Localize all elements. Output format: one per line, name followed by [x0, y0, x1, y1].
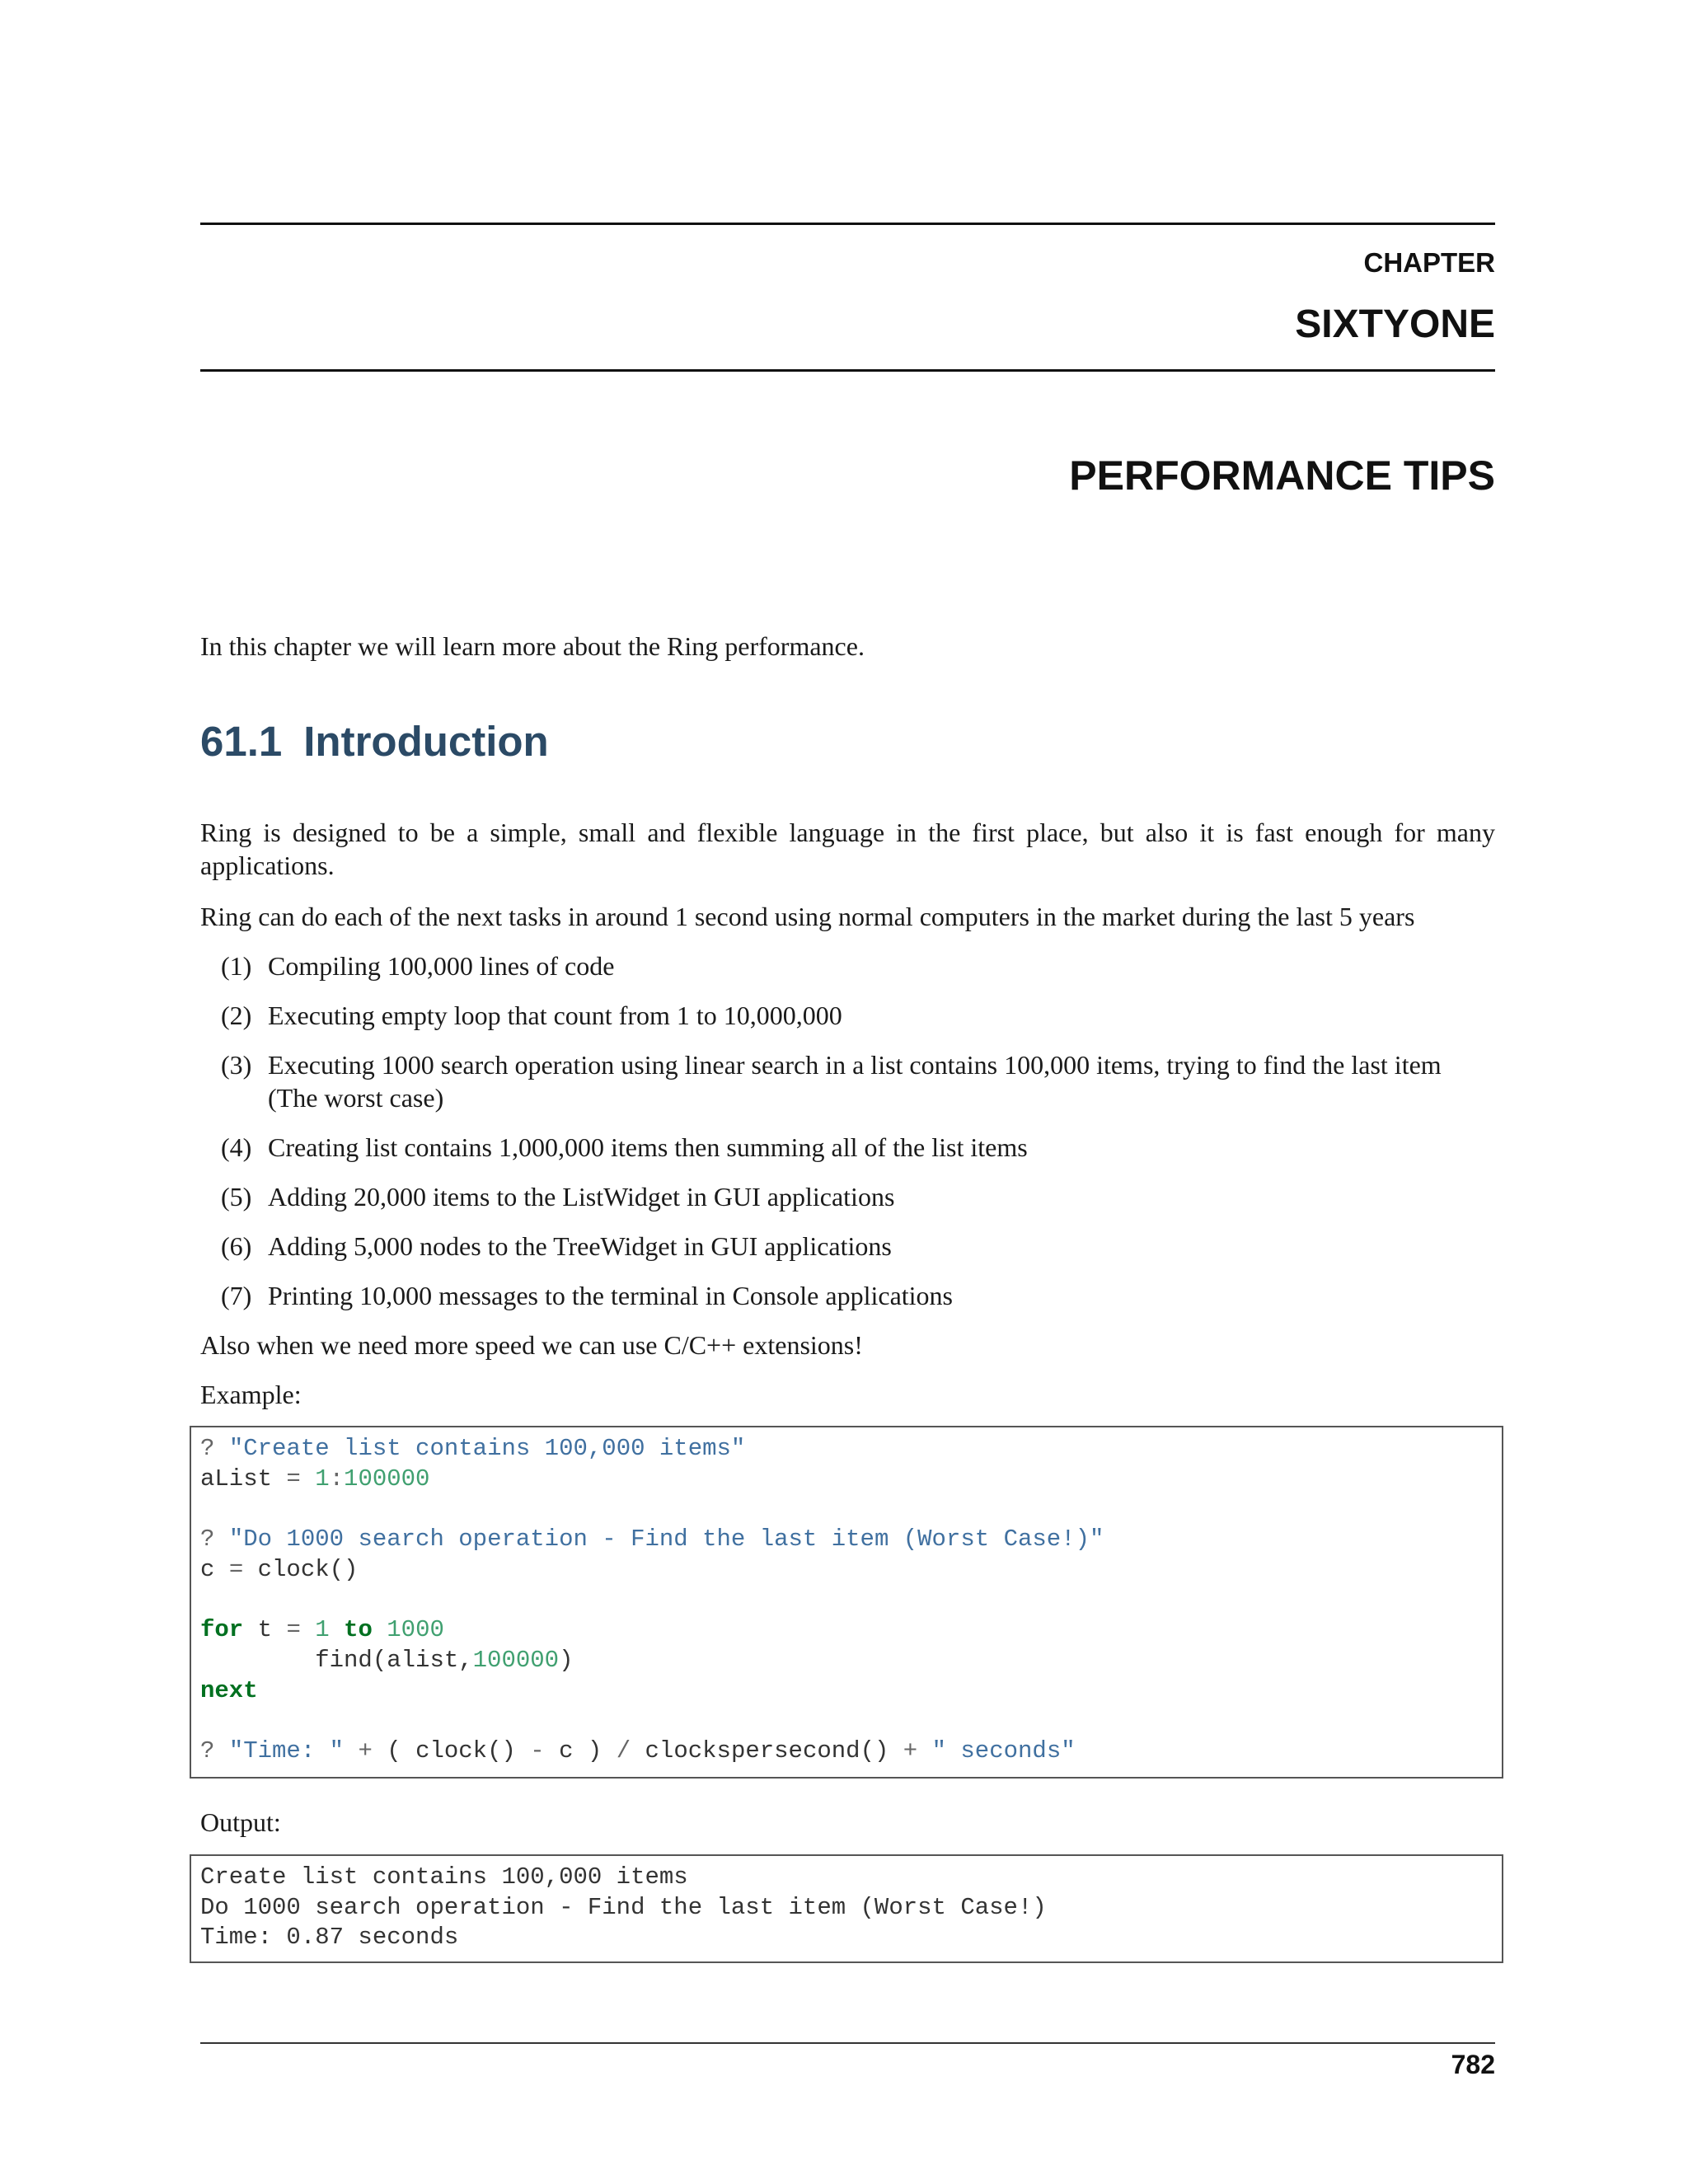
list-item-text: Compiling 100,000 lines of code [268, 951, 615, 981]
code-line [200, 1736, 1502, 1767]
chapter-bottom-rule [200, 369, 1495, 372]
code-keyword: for [200, 1616, 244, 1644]
code-string: "Do 1000 search operation - Find the last item (Worst Case!)" [228, 1526, 1104, 1554]
list-marker: (4) [221, 1132, 252, 1162]
code-number: 1 [315, 1616, 330, 1644]
code-line [200, 1525, 1502, 1555]
list-item-text: Adding 20,000 items to the ListWidget in GUI applications [268, 1182, 895, 1212]
list-item [221, 1131, 1495, 1164]
code-line [200, 1646, 1502, 1676]
code-operator: = [228, 1555, 244, 1583]
section-paragraph-1: Ring is designed to be a simple, small and flexible language in the first place, but also it is fast enough for many applications. [200, 818, 1495, 880]
code-token [330, 1616, 344, 1643]
code-token [301, 1616, 315, 1643]
output-code-block [190, 1854, 1503, 1963]
chapter-top-rule [200, 223, 1495, 225]
code-token: ? [200, 1736, 229, 1765]
section-number: 61.1 [200, 718, 283, 765]
code-token [301, 1465, 315, 1493]
list-item-text: Executing 1000 search operation using linear search in a list contains 100,000 items, trying to find the last item (The worst case) [268, 1050, 1442, 1113]
code-token: ) [559, 1646, 574, 1674]
code-operator: = [286, 1616, 301, 1644]
code-token [344, 1737, 358, 1765]
code-token [373, 1616, 387, 1643]
list-marker: (2) [221, 1001, 252, 1030]
task-list [221, 949, 1495, 1329]
list-item [221, 949, 1495, 982]
code-line-blank [200, 1585, 1502, 1615]
section-paragraph-2: Ring can do each of the next tasks in around 1 second using normal computers in the market during the last 5 years [200, 902, 1415, 931]
output-line: Do 1000 search operation - Find the last item (Worst Case!) [200, 1893, 1047, 1921]
code-line-blank [200, 1706, 1502, 1736]
code-number: 1000 [387, 1616, 444, 1644]
page-number: 782 [1451, 2050, 1495, 2079]
output-line: Create list contains 100,000 items [200, 1863, 688, 1891]
list-item [221, 1279, 1495, 1312]
list-item-text: Printing 10,000 messages to the terminal in Console applications [268, 1281, 953, 1310]
section-title: Introduction [303, 718, 549, 765]
list-marker: (3) [221, 1050, 252, 1080]
code-keyword: to [344, 1616, 373, 1644]
list-item-text: Adding 5,000 nodes to the TreeWidget in GUI applications [268, 1231, 892, 1261]
chapter-label: CHAPTER [1363, 247, 1495, 278]
code-line [200, 1465, 1502, 1495]
section-heading [200, 717, 549, 766]
code-token: clock() [243, 1555, 359, 1583]
code-operator: / [616, 1736, 631, 1765]
output-label: Output: [200, 1807, 281, 1837]
code-token: find(alist, [200, 1646, 473, 1674]
code-operator: = [286, 1465, 301, 1493]
code-token [917, 1737, 931, 1765]
code-number: 1 [315, 1465, 330, 1493]
list-item-text: Creating list contains 1,000,000 items then summing all of the list items [268, 1132, 1028, 1162]
code-token: clockspersecond() [631, 1736, 903, 1765]
list-marker: (6) [221, 1231, 252, 1261]
code-line [200, 1434, 1502, 1465]
code-line-blank [200, 1494, 1502, 1525]
code-number: 100000 [344, 1465, 430, 1493]
code-operator: : [329, 1465, 345, 1493]
intro-paragraph: In this chapter we will learn more about the Ring performance. [200, 631, 865, 661]
code-token: ? [200, 1435, 229, 1462]
code-token: c ) [544, 1736, 617, 1765]
code-operator: - [530, 1736, 545, 1765]
code-token: c [200, 1555, 229, 1583]
code-token: ? [200, 1526, 229, 1554]
code-keyword: next [200, 1676, 258, 1704]
chapter-title: PERFORMANCE TIPS [1069, 452, 1495, 499]
code-line [200, 1615, 1502, 1646]
code-string: "Time: " [228, 1736, 345, 1765]
list-item [221, 1180, 1495, 1213]
chapter-number: SIXTYONE [1295, 302, 1495, 346]
code-line [200, 1555, 1502, 1586]
list-item [221, 1048, 1495, 1114]
example-label: Example: [200, 1380, 302, 1409]
output-line: Time: 0.87 seconds [200, 1924, 459, 1952]
section-paragraph-3: Also when we need more speed we can use C/C++ extensions! [200, 1330, 863, 1360]
code-token: t [243, 1616, 287, 1644]
code-operator: + [903, 1736, 918, 1765]
code-string: " seconds" [931, 1736, 1076, 1765]
code-token: ( clock() [372, 1736, 531, 1765]
list-marker: (1) [221, 951, 252, 981]
example-code-block [190, 1426, 1503, 1779]
list-marker: (5) [221, 1182, 252, 1212]
code-number: 100000 [472, 1646, 560, 1674]
list-item [221, 1230, 1495, 1263]
code-line [200, 1676, 1502, 1707]
list-marker: (7) [221, 1281, 252, 1310]
code-operator: + [358, 1736, 373, 1765]
footer-rule [200, 2042, 1495, 2044]
list-item [221, 999, 1495, 1032]
code-string: "Create list contains 100,000 items" [228, 1435, 746, 1462]
list-item-text: Executing empty loop that count from 1 to 10,000,000 [268, 1001, 842, 1030]
code-token: aList [200, 1465, 287, 1493]
